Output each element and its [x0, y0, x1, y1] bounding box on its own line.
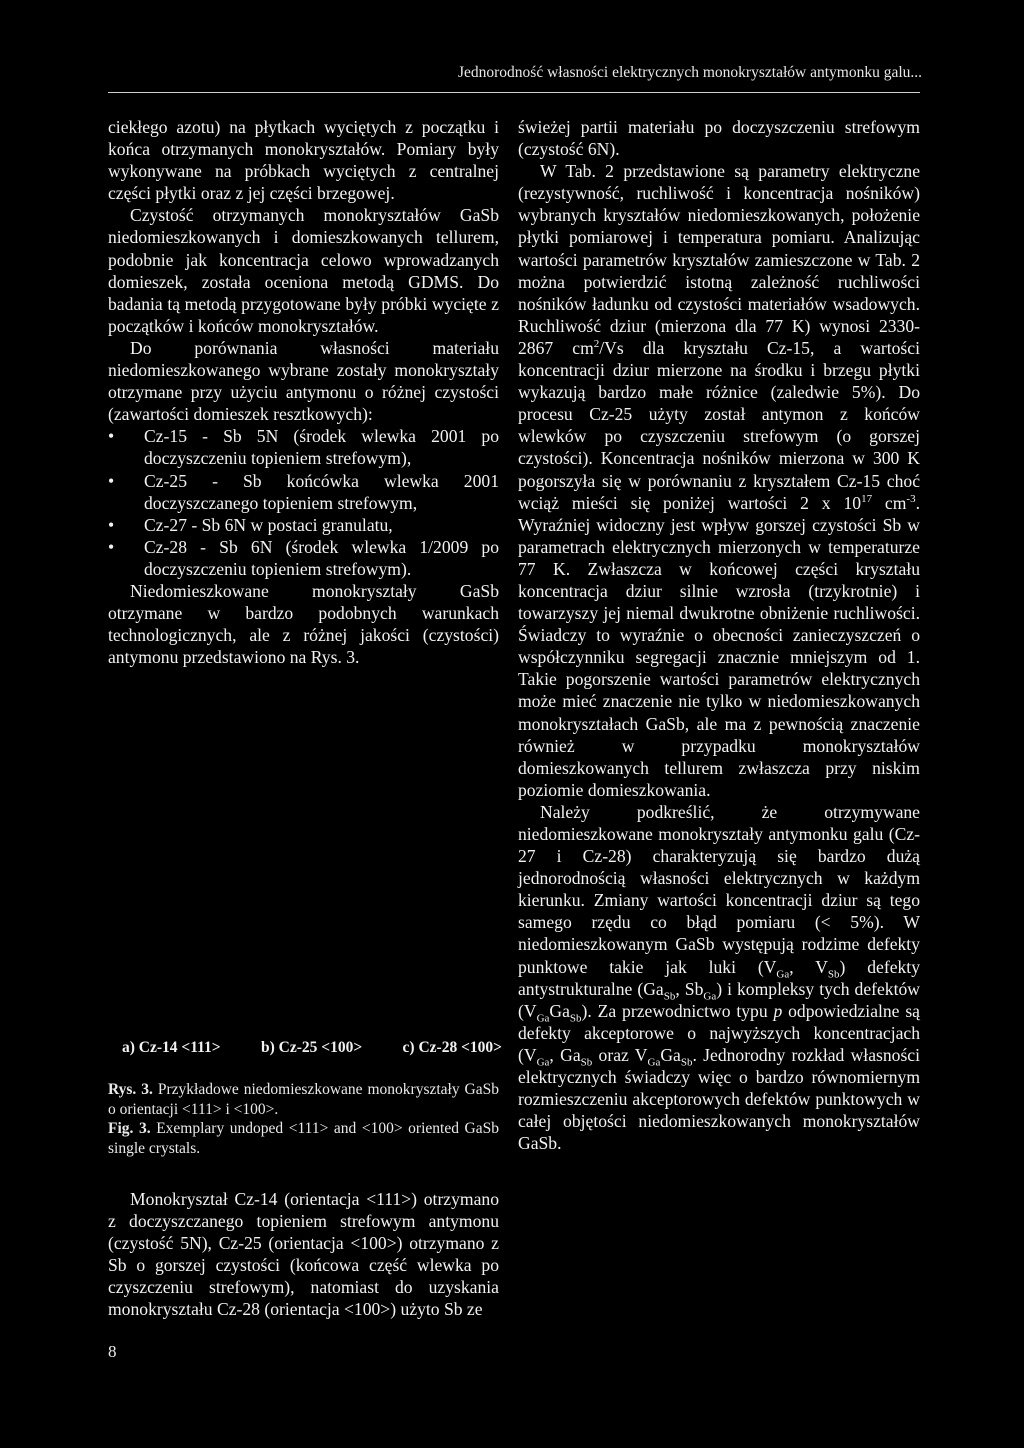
left-paragraph-5: Monokryształ Cz-14 (orientacja <111>) otrzymano z doczyszczanego topieniem strefowym antymonu (czystość 5N), Cz-25 (orientacja <100>) otrzymano z Sb o gorszej czystości (końcowa część wlewka po czyszczeniu strefowym), natomiast do uzyskania monokryształu Cz-28 (orientacja <100>) użyto Sb ze	[108, 1189, 499, 1320]
figure-label-a: a) Cz-14 <111>	[122, 1039, 221, 1056]
right-paragraph-1: świeżej partii materiału po doczyszczeniu strefowym (czystość 6N).	[518, 117, 920, 160]
left-paragraph-3: Do porównania własności materiału niedomieszkowanego wybrane zostały monokryształy otrzymane przy użyciu antymonu o różnej czystości (zawartości domieszek resztkowych):	[108, 337, 499, 425]
left-paragraph-4: Niedomieszkowane monokryształy GaSb otrzymane w bardzo podobnych warunkach technologicznych, ale z różnej jakości (czystości) antymonu przedstawiono na Rys. 3.	[108, 580, 499, 668]
figure-labels	[122, 1039, 502, 1057]
left-column	[108, 116, 499, 668]
list-item: • Cz-28 - Sb 6N (środek wlewka 1/2009 po doczyszczeniu topieniem strefowym).	[108, 536, 499, 579]
list-item: • Cz-25 - Sb końcówka wlewka 2001 doczyszczanego topieniem strefowym,	[108, 470, 499, 513]
list-item: • Cz-15 - Sb 5N (środek wlewka 2001 po doczyszczeniu topieniem strefowym),	[108, 426, 499, 469]
right-paragraph-2: W Tab. 2 przedstawione są parametry elektryczne (rezystywność, ruchliwość i koncentracja nośników) wybranych kryształów niedomieszkowanych, położenie płytki pomiarowej i temperatura pomiaru. Analizując wartości parametrów kryształów zamieszczone w Tab. 2 można potwierdzić istotną zależność ruchliwości nośników ładunku od czystości materiałów wsadowych. Ruchliwość dziur (mierzona dla 77 K) wynosi 2330-2867 $cm^2/Vs$ dla kryształu Cz-15, a wartości koncentracji dziur mierzone na środku i brzegu płytki wykazują bardzo małe różnice (zaledwie 5%). Do procesu Cz-25 użyty został antymon z końców wlewków po czyszczeniu strefowym (o gorszej czystości). Koncentracja nośników mierzona w 300 K pogorszyła się w porównaniu z kryształem Cz-15 choć wciąż mieści się poniżej wartości 2 x $10^{17}$ $cm^{-3}$. Wyraźniej widoczny jest wpływ gorszej czystości Sb w parametrach elektrycznych mierzonych w temperaturze 77 K. Zwłaszcza w końcowej części kryształu koncentracja dziur silnie wzrosła (trzykrotnie) i towarzyszy jej niemal dwukrotne obniżenie ruchliwości. Świadczy to wyraźnie o obecności zanieczyszczeń o współczynniku segregacji znacznie mniejszym od 1. Takie pogorszenie wartości parametrów elektrycznych może mieć znaczenie nie tylko w niedomieszkowanych monokryształach GaSb, ale ma z pewnością znaczenie również w przypadku monokryształów domieszkowanych tellurem zwłaszcza przy niskim poziomie domieszkowania.	[518, 161, 920, 800]
page-number: 8	[108, 1342, 117, 1361]
header-rule	[108, 92, 920, 93]
list-item: • Cz-27 - Sb 6N w postaci granulatu,	[108, 514, 393, 535]
left-column-bottom	[108, 1188, 499, 1321]
right-paragraph-3: Należy podkreślić, że otrzymywane niedomieszkowane monokryształy antymonku galu (Cz-27 i Cz-28) charakteryzują się bardzo dużą jednorodnością własności elektrycznych w każdym kierunku. Zmiany wartości koncentracji dziur są tego samego rzędu co błąd pomiaru (< 5%). W niedomieszkowanym GaSb występują rodzime defekty punktowe takie jak luki ($V_{Ga}$, $V_{Sb}$) defekty antystrukturalne ($Ga_{Sb}$, $Sb_{Ga}$) i kompleksy tych defektów $(V_{Ga}Ga_{Sb})$. Za przewodnictwo typu p odpowiedzialne są defekty akceptorowe o najwyższych koncentracjach ($V_{Ga}$, $Ga_{Sb}$ oraz $V_{Ga}Ga_{Sb}$. Jednorodny rozkład własności elektrycznych świadczy więc o bardzo równomiernym rozmieszczeniu akceptorowych defektów punktowych w całej objętości niedomieszkowanych monokryształów GaSb.	[518, 801, 920, 1154]
caption-pl: Rys. 3. Przykładowe niedomieszkowane monokryształy GaSb o orientacji <111> i <100>.	[108, 1081, 499, 1118]
right-column	[518, 116, 920, 1154]
figure-label-c: c) Cz-28 <100>	[402, 1039, 502, 1056]
left-paragraph-2: Czystość otrzymanych monokryształów GaSb niedomieszkowanych i domieszkowanych tellurem, podobnie jak koncentracja celowo wprowadzanych domieszek, została oceniona metodą GDMS. Do badania tą metodą przygotowane były próbki wycięte z początków i końców monokryształów.	[108, 205, 499, 336]
figure-caption	[108, 1080, 499, 1159]
left-paragraph-1: ciekłego azotu) na płytkach wyciętych z początku i końca otrzymanych monokryształów. Pomiary były wykonywane na próbkach wyciętych z centralnej części płytki oraz z jej części brzegowej.	[108, 117, 499, 204]
figure-label-b: b) Cz-25 <100>	[260, 1039, 363, 1056]
caption-en: Fig. 3. Exemplary undoped <111> and <100> oriented GaSb single crystals.	[108, 1120, 499, 1158]
running-header: Jednorodność własności elektrycznych monokryształów antymonku galu...	[457, 64, 922, 81]
